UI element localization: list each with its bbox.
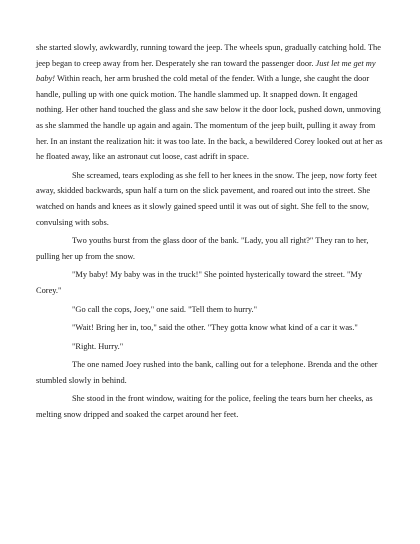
paragraph: Two youths burst from the glass door of the bank. "Lady, you all right?" They ran to her, pulling her up from the snow. [36,236,369,261]
paragraph: "Right. Hurry." [72,341,124,351]
paragraph: She stood in the front window, waiting for the police, feeling the tears burn her cheeks, as melting snow dripped and soaked the carpet around her feet. [36,394,373,420]
body-text [36,40,384,423]
paragraph [36,40,384,165]
paragraph: "Go call the cops, Joey," one said. "Tell them to hurry." [72,304,258,314]
paragraph: "Wait! Bring her in, too," said the other. "They gotta know what kind of a car it was." [72,323,358,333]
paragraph: "My baby! My baby was in the truck!" She pointed hysterically toward the street. "My Corey." [36,270,363,295]
paragraph: She screamed, tears exploding as she fell to her knees in the snow. The jeep, now forty feet away, skidded backwards, spun half a turn on the slick pavement, and roared out into the street. She watched on hands and knees as it slowly gained speed until it was out of sight. She fell to the snow, convulsing with sobs. [36,170,377,227]
paragraph: The one named Joey rushed into the bank, calling out for a telephone. Brenda and the other stumbled slowly in behind. [36,360,378,385]
paragraph-text-continued: Within reach, her arm brushed the cold metal of the fender. With a lunge, she caught the door handle, pulling up with one quick motion. The handle slammed up. It snapped down. It engaged nothing. Her other hand touched the glass and she saw below it the door lock, pushed down, unmoving as she slammed the handle up again and again. The momentum of the jeep built, pulling it away from her. In an instant the realization hit: it was too late. In the back, a bewildered Corey looked out at her as he floated away, like an astronaut cut loose, cast adrift in space. [36,74,383,162]
italic-thought: Just let me get my baby! [36,58,376,84]
paragraph-text: she started slowly, awkwardly, running toward the jeep. The wheels spun, gradually catching hold. The jeep began to creep away from her. Desperately she ran toward the passenger door. [36,43,381,68]
